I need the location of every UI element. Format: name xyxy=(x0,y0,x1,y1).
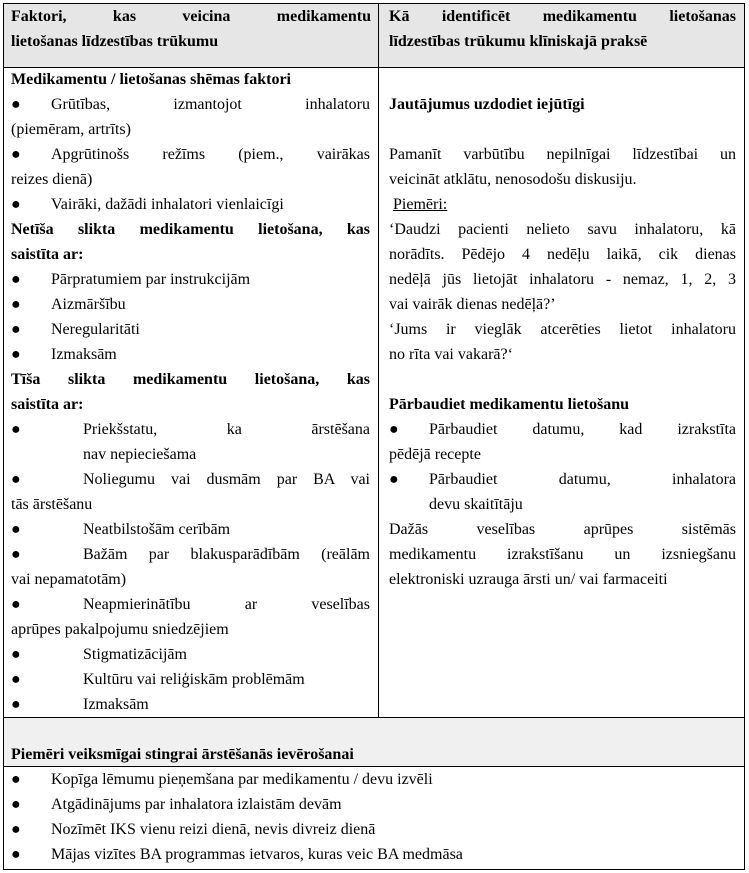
examples-label: Piemēri: xyxy=(393,196,448,213)
bullet-icon: ● xyxy=(11,771,21,788)
section-heading-cont: saistīta ar: xyxy=(11,396,84,413)
bullet-icon: ● xyxy=(11,846,21,863)
list-item: ● Nozīmēt IKS vienu reizi dienā, nevis divreiz dienā xyxy=(11,817,731,842)
bullet-icon: ● xyxy=(11,671,21,688)
header-right-line2: līdzestības trūkumu klīniskajā praksē xyxy=(389,33,648,50)
border-right xyxy=(744,3,745,870)
list-item-cont: tās ārstēšanu xyxy=(11,496,93,513)
section-heading: Medikamentu / lietošanas shēmas faktori xyxy=(11,71,291,88)
bullet-icon: ● xyxy=(11,96,21,113)
header-left-line1: Faktori, kas veicina medikamentu xyxy=(11,8,371,25)
list-item: ● Izmaksām xyxy=(11,342,370,367)
left-column xyxy=(11,67,370,717)
border-bottom xyxy=(3,869,745,870)
list-item: ● Neatbilstošām cerībām xyxy=(11,517,370,542)
quote-line: nedēļā jūs lietojāt inhalatoru - nemaz, 1, 2, 3 xyxy=(389,271,736,288)
list-item-cont: reizes dienā) xyxy=(11,171,93,188)
list-item: ● Neregularitāti xyxy=(11,317,370,342)
bullet-icon: ● xyxy=(11,196,21,213)
bullet-icon: ● xyxy=(11,421,21,438)
header-left xyxy=(11,4,371,54)
bullet-icon: ● xyxy=(11,146,21,163)
list-item: ● Pārbaudiet datumu, kad izrakstīta xyxy=(389,417,736,442)
bullet-icon: ● xyxy=(11,646,21,663)
list-item: ● Stigmatizācijām xyxy=(11,642,370,667)
paragraph-line: medikamentu izrakstīšanu un izsniegšanu xyxy=(389,546,736,563)
list-item-cont: devu skaitītāju xyxy=(429,496,523,513)
bullet-icon: ● xyxy=(11,596,21,613)
list-item: ● Kultūru vai reliģiskām problēmām xyxy=(11,667,370,692)
list-item: ● Vairāki, dažādi inhalatori vienlaicīgi xyxy=(11,192,370,217)
section-heading: Netīša slikta medikamentu lietošana, kas xyxy=(11,221,370,238)
quote-line: vai vairāk dienas nedēļā?’ xyxy=(389,296,556,313)
border-left xyxy=(3,3,4,870)
bullet-icon: ● xyxy=(11,271,21,288)
bullet-icon: ● xyxy=(11,296,21,313)
list-item: ● Kopīga lēmumu pieņemšana par medikamentu / devu izvēli xyxy=(11,767,731,792)
paragraph-line: elektroniski uzrauga ārsti un/ vai farmaceiti xyxy=(389,571,668,588)
bullet-icon: ● xyxy=(11,546,21,563)
border-column xyxy=(378,3,379,718)
bullet-icon: ● xyxy=(389,471,399,488)
paragraph-line: veicināt atklātu, nenosodošu diskusiju. xyxy=(389,171,637,188)
header-right xyxy=(389,4,736,54)
list-item: ● Atgādinājums par inhalatora izlaistām devām xyxy=(11,792,731,817)
bullet-icon: ● xyxy=(11,321,21,338)
list-item: ● Neapmierinātību ar veselības xyxy=(11,592,370,617)
list-item-cont: pēdējā recepte xyxy=(389,446,481,463)
border-middle xyxy=(3,717,745,718)
list-item: ● Aizmāršību xyxy=(11,292,370,317)
right-column xyxy=(389,92,736,592)
section-heading-cont: saistīta ar: xyxy=(11,246,84,263)
section-heading: Tīša slikta medikamentu lietošana, kas xyxy=(11,371,370,388)
quote-line: ‘Jums ir vieglāk atcerēties lietot inhalatoru xyxy=(389,321,736,338)
quote-line: ‘Daudzi pacienti nelieto savu inhalatoru, kā xyxy=(389,221,736,238)
list-item-cont: nav nepieciešama xyxy=(83,446,197,463)
header-left-line2: lietošanas līdzestības trūkumu xyxy=(11,33,219,50)
list-item: ● Grūtības, izmantojot inhalatoru xyxy=(11,92,370,117)
list-item-cont: aprūpes pakalpojumu sniedzējiem xyxy=(11,621,229,638)
paragraph-line: Dažās veselības aprūpes sistēmās xyxy=(389,521,736,538)
bullet-icon: ● xyxy=(11,346,21,363)
list-item: ● Priekšstatu, ka ārstēšana xyxy=(11,417,370,442)
paragraph-line: Pamanīt varbūtību nepilnīgai līdzestībai un xyxy=(389,146,736,163)
section-heading: Pārbaudiet medikamentu lietošanu xyxy=(389,396,630,413)
quote-line: norādīts. Pēdējo 4 nedēļu laikā, cik dienas xyxy=(389,246,736,263)
list-item: ● Izmaksām xyxy=(11,692,370,717)
bullet-icon: ● xyxy=(11,471,21,488)
section-heading: Jautājumus uzdodiet iejūtīgi xyxy=(389,96,585,113)
bottom-list xyxy=(11,767,731,867)
list-item: ● Bažām par blakusparādībām (reālām xyxy=(11,542,370,567)
bullet-icon: ● xyxy=(11,796,21,813)
header-right-line1: Kā identificēt medikamentu lietošanas xyxy=(389,8,736,25)
list-item: ● Pārbaudiet datumu, inhalatora xyxy=(389,467,736,492)
bullet-icon: ● xyxy=(11,696,21,713)
list-item-cont: (piemēram, artrīts) xyxy=(11,121,131,138)
list-item: ● Mājas vizītes BA programmas ietvaros, kuras veic BA medmāsa xyxy=(11,842,731,867)
bullet-icon: ● xyxy=(11,821,21,838)
bottom-title: Piemēri veiksmīgai stingrai ārstēšanās ievērošanai xyxy=(11,746,354,763)
quote-line: no rīta vai vakarā?‘ xyxy=(389,346,513,363)
list-item-cont: vai nepamatotām) xyxy=(11,571,127,588)
bullet-icon: ● xyxy=(11,521,21,538)
list-item: ● Noliegumu vai dusmām par BA vai xyxy=(11,467,370,492)
bullet-icon: ● xyxy=(389,421,399,438)
list-item: ● Apgrūtinošs režīms (piem., vairākas xyxy=(11,142,370,167)
list-item: ● Pārpratumiem par instrukcijām xyxy=(11,267,370,292)
